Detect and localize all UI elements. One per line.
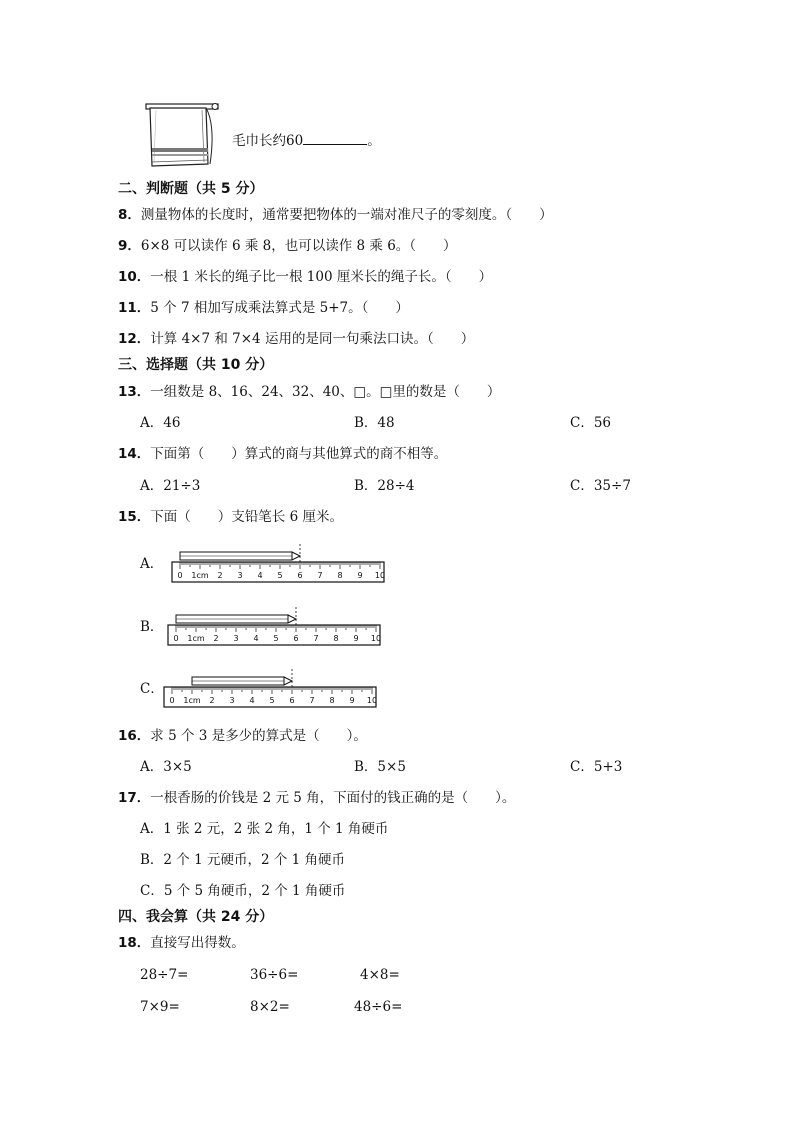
ruler-tick-label: 2 [209,696,215,705]
ruler-pencil-b [164,601,384,649]
section3-title: 三、选择题（共 10 分） [118,357,274,373]
ruler-tick-label: 8 [333,634,339,643]
q17-option-b[interactable]: B．2 个 1 元硬币，2 个 1 角硬币 [140,852,346,868]
ruler-tick-label: 5 [277,571,283,580]
ruler-tick-label: 8 [337,571,343,580]
ruler-tick-label: 3 [229,696,235,705]
ruler-tick-label: 10 [370,634,382,643]
calc-item: 4×8= [360,967,400,983]
ruler-tick-label: 10 [374,571,386,580]
ruler-tick-label: 7 [309,696,315,705]
question-15: 15．下面（ ）支铅笔长 6 厘米。 [118,509,343,525]
question-16: 16．求 5 个 3 是多少的算式是（ ）。 [118,728,367,744]
ruler-tick-label: 5 [269,696,275,705]
calc-item: 36÷6= [250,967,299,983]
ruler-tick-label: 8 [329,696,335,705]
question-17: 17．一根香肠的价钱是 2 元 5 角，下面付的钱正确的是（ ）。 [118,790,516,806]
ruler-tick-label: 4 [257,571,263,580]
ruler-tick-label: 9 [357,571,363,580]
ruler-tick-label: 0 [177,571,183,580]
ruler-tick-label: 9 [349,696,355,705]
ruler-tick-label: 6 [289,696,295,705]
q17-option-a[interactable]: A．1 张 2 元，2 张 2 角，1 个 1 角硬币 [140,821,389,837]
q14-option-a[interactable]: A．21÷3 [140,478,201,494]
ruler-tick-label: 10 [366,696,378,705]
q14-option-c[interactable]: C．35÷7 [570,478,631,494]
ruler-tick-label: 9 [353,634,359,643]
q16-option-b[interactable]: B．5×5 [354,759,406,775]
towel-question: 毛巾长约60 。 [232,130,381,150]
ruler-tick-label: 6 [293,634,299,643]
ruler-tick-label: 0 [169,696,175,705]
ruler-tick-label: 4 [253,634,259,643]
ruler-tick-label: 2 [217,571,223,580]
ruler-tick-label: 3 [237,571,243,580]
answer-blank[interactable] [303,130,367,145]
section2-title: 二、判断题（共 5 分） [118,181,264,197]
ruler-pencil-c [160,663,380,711]
question-8: 8．测量物体的长度时，通常要把物体的一端对准尺子的零刻度。（ ） [118,207,553,223]
ruler-tick-label: 5 [273,634,279,643]
ruler-tick-label: 1cm [191,571,209,580]
ruler-tick-label: 0 [173,634,179,643]
q16-option-c[interactable]: C．5+3 [570,759,623,775]
section4-title: 四、我会算（共 24 分） [118,909,274,925]
ruler-tick-label: 6 [297,571,303,580]
q17-option-c[interactable]: C．5 个 5 角硬币，2 个 1 角硬币 [140,883,346,899]
calc-item: 8×2= [250,999,290,1015]
question-13: 13．一组数是 8、16、24、32、40、□。□里的数是（ ） [118,384,501,400]
ruler-tick-label: 1cm [187,634,205,643]
ruler-pencil-a [168,538,388,586]
ruler-tick-label: 7 [313,634,319,643]
ruler-tick-label: 1cm [183,696,201,705]
calc-item: 48÷6= [354,999,403,1015]
q15-option-c[interactable]: C． [140,681,164,697]
question-12: 12．计算 4×7 和 7×4 运用的是同一句乘法口诀。（ ） [118,331,475,347]
question-11: 11．5 个 7 相加写成乘法算式是 5+7。（ ） [118,300,409,316]
q15-option-b[interactable]: B． [140,619,164,635]
towel-image [140,98,220,174]
question-10: 10．一根 1 米长的绳子比一根 100 厘米长的绳子长。（ ） [118,269,493,285]
q13-option-c[interactable]: C．56 [570,415,612,431]
q14-option-b[interactable]: B．28÷4 [354,478,415,494]
question-9: 9．6×8 可以读作 6 乘 8，也可以读作 8 乘 6。（ ） [118,238,457,254]
question-14: 14．下面第（ ）算式的商与其他算式的商不相等。 [118,446,448,462]
calc-item: 28÷7= [140,967,189,983]
q13-option-b[interactable]: B．48 [354,415,395,431]
ruler-tick-label: 2 [213,634,219,643]
ruler-tick-label: 7 [317,571,323,580]
calc-item: 7×9= [140,999,180,1015]
ruler-tick-label: 4 [249,696,255,705]
q15-option-a[interactable]: A． [140,556,164,572]
q16-option-a[interactable]: A．3×5 [140,759,192,775]
q13-option-a[interactable]: A．46 [140,415,181,431]
ruler-tick-label: 3 [233,634,239,643]
question-18: 18．直接写出得数。 [118,935,245,951]
